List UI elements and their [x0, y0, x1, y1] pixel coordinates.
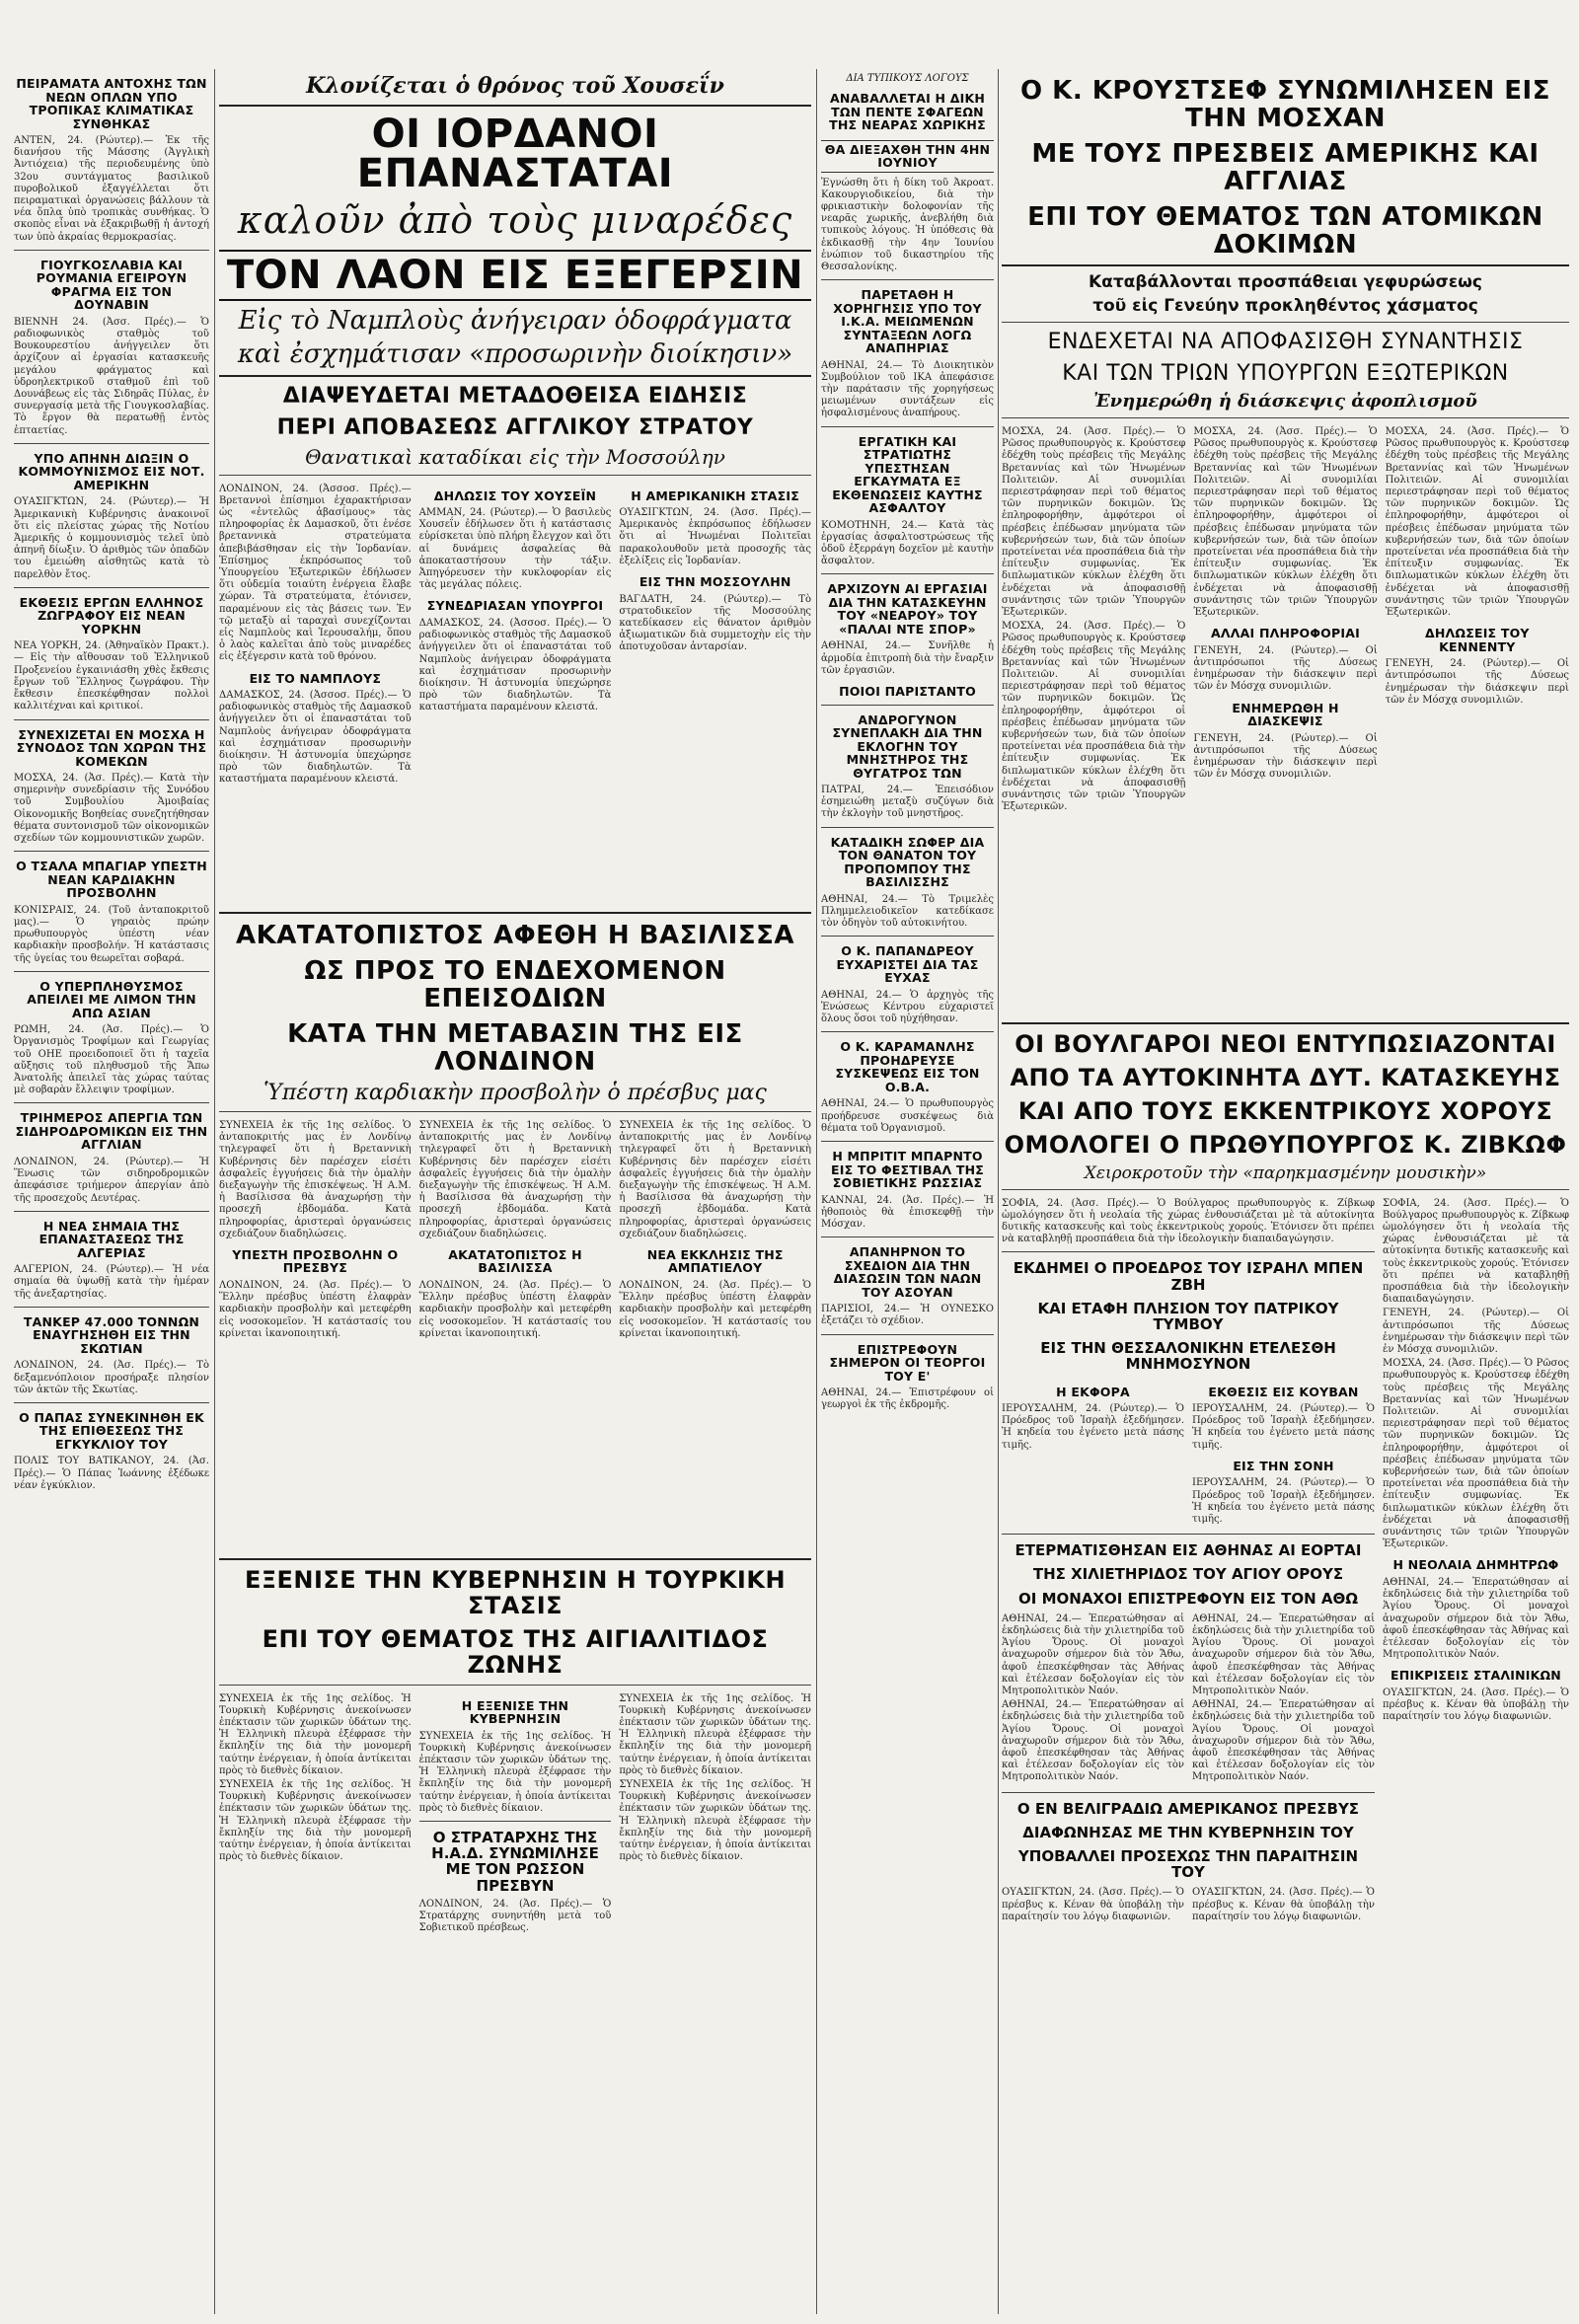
subhead: ΘΑ ΔΙΕΞΑΧΘΗ ΤΗΝ 4ΗΝ ΙΟΥΝΙΟΥ	[821, 140, 994, 173]
article-text: ΑΘΗΝΑΙ, 24.— Ἐπερατώθησαν αἱ ἐκδηλώσεις διὰ τὴν χιλιετηρίδα τοῦ Ἁγίου Ὄρους. Οἱ μοναχοὶ ἀναχωροῦν σήμερον διὰ τὸν Ἄθω, ἀφοῦ ἐπεσκέφθησαν τὰς Ἀθήνας καὶ ἐτέλεσαν δοξολογίαν εἰς τὸν Μητροπολιτικὸν Ναόν.	[1383, 1576, 1569, 1661]
divider	[14, 1211, 209, 1212]
article-text: ΑΘΗΝΑΙ, 24.— Ἐπερατώθησαν αἱ ἐκδηλώσεις διὰ τὴν χιλιετηρίδα τοῦ Ἁγίου Ὄρους. Οἱ μοναχοὶ ἀναχωροῦν σήμερον διὰ τὸν Ἄθω, ἀφοῦ ἐπεσκέφθησαν τὰς Ἀθήνας καὶ ἐτέλεσαν δοξολογίαν εἰς τὸν Μητροπολιτικὸν Ναόν.	[1002, 1699, 1184, 1783]
column-2	[219, 69, 811, 2314]
article-text: ΓΕΝΕΥΗ, 24. (Ρώυτερ).— Οἱ ἀντιπρόσωποι τῆς Δύσεως ἐνημέρωσαν τὴν διάσκεψιν περὶ τῶν ἐν Μόσχᾳ συνομιλιῶν.	[1193, 644, 1378, 693]
headline: ΑΝΑΒΑΛΛΕΤΑΙ Η ΔΙΚΗ ΤΩΝ ΠΕΝΤΕ ΣΦΑΓΕΩΝ ΤΗΣ ΝΕΑΡΑΣ ΧΩΡΙΚΗΣ	[829, 91, 986, 132]
article-text: ΣΟΦΙΑ, 24. (Ἀσσ. Πρές).— Ὁ Βούλγαρος πρωθυπουργὸς κ. Ζίβκωφ ὡμολόγησεν ὅτι ἡ νεολαία τῆς χώρας ἐνθουσιάζεται μὲ τὰ αὐτοκίνητα δυτικῆς κατασκευῆς καὶ τοὺς ἐκκεντρικοὺς χορούς. Ἐτόνισεν ὅτι πρέπει νὰ καταβληθῇ προσπάθεια διὰ τὴν ἰδεολογικὴν διαπαιδαγώγησιν.	[1002, 1197, 1375, 1245]
headline: Ο Κ. ΠΑΠΑΝΔΡΕΟΥ ΕΥΧΑΡΙΣΤΕΙ ΔΙΑ ΤΑΣ ΕΥΧΑΣ	[836, 943, 979, 986]
headline: ΟΜΟΛΟΓΕΙ Ο ΠΡΩΘΥΠΟΥΡΓΟΣ Κ. ΖΙΒΚΩΦ	[1004, 1130, 1567, 1159]
article-text: ΠΟΛΙΣ ΤΟΥ ΒΑΤΙΚΑΝΟΥ, 24. (Ἀσ. Πρές).— Ὁ Πάπας Ἰωάννης ἐξέδωκε νέαν ἐγκύκλιον.	[14, 1456, 209, 1491]
article-text: ΓΕΝΕΥΗ, 24. (Ρώυτερ).— Οἱ ἀντιπρόσωποι τῆς Δύσεως ἐνημέρωσαν τὴν διάσκεψιν περὶ τῶν ἐν Μόσχᾳ συνομιλιῶν.	[1383, 1308, 1569, 1356]
divider	[1002, 1534, 1375, 1535]
divider	[821, 705, 994, 706]
headline: Ο ΠΑΠΑΣ ΣΥΝΕΚΙΝΗΘΗ ΕΚ ΤΗΣ ΕΠΙΘΕΣΕΩΣ ΤΗΣ ΕΓΚΥΚΛΙΟΥ ΤΟΥ	[19, 1409, 204, 1452]
divider	[821, 573, 994, 574]
article-text: ΜΟΣΧΑ, 24. (Ἀσσ. Πρές).— Ὁ Ρῶσος πρωθυπουργὸς κ. Κρούστσεφ ἐδέχθη τοὺς πρέσβεις τῆς Μεγάλης Βρεταννίας καὶ τῶν Ἡνωμένων Πολιτειῶν. Αἱ συνομιλίαι περιεστράφησαν περὶ τοῦ θέματος τῶν πυρηνικῶν δοκιμῶν. Ὡς ἐπληροφορήθην, ἀμφότεροι οἱ πρέσβεις ἐπέδωσαν μηνύματα τῶν κυβερνήσεών των, διὰ τῶν ὁποίων προτείνεται νέα προσπάθεια διὰ τὴν ἐπίτευξιν συμφωνίας. Ἐκ διπλωματικῶν κύκλων ἐλέχθη ὅτι ἐνδέχεται νὰ ἀποφασισθῇ συνάντησις τῶν τριῶν Ὑπουργῶν Ἐξωτερικῶν.	[1385, 425, 1569, 619]
headline: Ο ΥΠΕΡΠΛΗΘΥΣΜΟΣ ΑΠΕΙΛΕΙ ΜΕ ΛΙΜΟΝ ΤΗΝ ΑΠΩ ΑΣΙΑΝ	[27, 978, 196, 1020]
divider	[14, 587, 209, 588]
headline: Ο Κ. ΚΑΡΑΜΑΝΛΗΣ ΠΡΟΗΔΡΕΥΣΕ ΣΥΣΚΕΨΕΩΣ ΕΙΣ ΤΟΝ Ο.Β.Α.	[835, 1039, 980, 1094]
headline: ΚΑΤΑΔΙΚΗ ΣΩΦΕΡ ΔΙΑ ΤΟΝ ΘΑΝΑΤΟΝ ΤΟΥ ΠΡΟΠΟΜΠΟΥ ΤΗΣ ΒΑΣΙΛΙΣΣΗΣ	[830, 834, 985, 890]
divider	[1002, 264, 1569, 266]
column-rule	[816, 69, 817, 2314]
column-4	[1002, 69, 1569, 2314]
article-text: ΣΥΝΕΧΕΙΑ ἐκ τῆς 1ης σελίδος. Ὁ ἀνταποκριτής μας ἐν Λονδίνῳ τηλεγραφεῖ ὅτι ἡ Βρεταννικὴ Κυβέρνησις δὲν παρέσχεν εἰσέτι ἀσφαλεῖς ἐγγυήσεις διὰ τὴν ὁμαλὴν διεξαγωγὴν τῆς ἐπισκέψεως. Ἡ Α.Μ. ἡ Βασίλισσα θὰ ἀναχωρήσῃ τὴν προσεχῆ ἑβδομάδα. Κατὰ πληροφορίας, ἀριστεραὶ ὀργανώσεις σχεδιάζουν διαδηλώσεις.	[418, 1119, 612, 1239]
divider	[219, 375, 811, 377]
lead-headline-italic: καλοῦν ἀπὸ τοὺς μιναρέδες	[237, 198, 793, 242]
subhead: ΕΠΙΚΡΙΣΕΙΣ ΣΤΑΛΙΝΙΚΩΝ	[1391, 1668, 1561, 1684]
article-text: ΜΟΣΧΑ, 24. (Ἀσ. Πρές).— Κατὰ τὴν σημερινὴν συνεδρίασιν τῆς Συνόδου τοῦ Συμβουλίου Ἀμοιβαίας Οἰκονομικῆς Βοηθείας συνεζητήθησαν θέματα συντονισμοῦ τῶν οἰκονομικῶν σχεδίων τῶν κομμουνιστικῶν χωρῶν.	[14, 773, 209, 845]
subhead: Η ΕΞΕΝΙΣΕ ΤΗΝ ΚΥΒΕΡΝΗΣΙΝ	[461, 1697, 569, 1727]
subhead: ΕΙΣ ΤΗΝ ΣΟΝΗ	[1233, 1458, 1334, 1473]
column-rule	[214, 69, 215, 2314]
lead-headline: ΜΕ ΤΟΥΣ ΠΡΕΣΒΕΙΣ ΑΜΕΡΙΚΗΣ ΚΑΙ ΑΓΓΛΙΑΣ	[1031, 139, 1540, 197]
divider	[219, 912, 811, 914]
article-text: ΑΘΗΝΑΙ, 24.— Τὸ Τριμελὲς Πλημμελειοδικεῖον κατεδίκασε τὸν ὁδηγὸν τοῦ αὐτοκινήτου.	[821, 893, 994, 930]
divider	[14, 1102, 209, 1103]
headline: ΚΑΙ ΕΤΑΦΗ ΠΛΗΣΙΟΝ ΤΟΥ ΠΑΤΡΙΚΟΥ ΤΥΜΒΟΥ	[1037, 1299, 1339, 1333]
article-text: ΔΑΜΑΣΚΟΣ, 24. (Ἀσσοσ. Πρές).— Ὁ ραδιοφωνικὸς σταθμὸς τῆς Δαμασκοῦ ἀνήγγειλεν ὅτι οἱ ἐπαναστάται τοῦ Ναμπλοὺς ἀνήγειραν ὁδοφράγματα καὶ ἐσχημάτισαν προσωρινὴν διοίκησιν. Ἡ ἀστυνομία ὑπεχώρησε πρὸ τῶν διαδηλωτῶν. Τὰ καταστήματα παραμένουν κλειστά.	[418, 617, 612, 713]
headline: ΤΡΙΗΜΕΡΟΣ ΑΠΕΡΓΙΑ ΤΩΝ ΣΙΔΗΡΟΔΡΟΜΙΚΩΝ ΕΙΣ ΤΗΝ ΑΓΓΛΙΑΝ	[15, 1110, 208, 1153]
divider	[219, 105, 811, 107]
subhead: Η ΑΜΕΡΙΚΑΝΙΚΗ ΣΤΑΣΙΣ	[631, 487, 800, 503]
subhead: Η ΝΕΟΛΑΙΑ ΔΗΜΗΤΡΩΦ	[1392, 1557, 1559, 1573]
subhead: ΝΕΑ ΕΚΚΛΗΣΙΣ ΤΗΣ ΑΜΠΑΤΙΕΛΟΥ	[646, 1246, 784, 1276]
article-text: ΓΕΝΕΥΗ, 24. (Ρώυτερ).— Οἱ ἀντιπρόσωποι τῆς Δύσεως ἐνημέρωσαν τὴν διάσκεψιν περὶ τῶν ἐν Μόσχᾳ συνομιλιῶν.	[1193, 732, 1378, 781]
article-text: ΚΟΜΟΤΗΝΗ, 24.— Κατὰ τὰς ἐργασίας ἀσφαλτοστρώσεως τῆς ὁδοῦ ἐξερράγη δοχεῖον μὲ καυτὴν ἄσφαλτον.	[821, 519, 994, 567]
article-text: ΑΝΤΕΝ, 24. (Ρώυτερ).— Ἐκ τῆς διανήσου τῆς Μάσσης (Ἀγγλικὴ Ἀντιόχεια) τῆς περιοδευμένης ὑπὸ 32ου συντάγματος βασιλικοῦ πυροβολικοῦ ἐξαγγέλλεται ὅτι πειραματικαὶ ὀργανώσεις βάλλουν τὰ νέα ὅπλα ὑπὸ τροπικὰς συνθήκας. Ὁ σκοπὸς εἶναι νὰ ἐξακριβωθῇ ἡ ἀντοχή των ὑπὸ ἀκραίας θερμοκρασίας.	[14, 135, 209, 243]
headline: ΠΕΙΡΑΜΑΤΑ ΑΝΤΟΧΗΣ ΤΩΝ ΝΕΩΝ ΟΠΛΩΝ ΥΠΟ ΤΡΟΠΙΚΑΣ ΚΛΙΜΑΤΙΚΑΣ ΣΥΝΘΗΚΑΣ	[16, 76, 207, 131]
article-text: ΣΥΝΕΧΕΙΑ ἐκ τῆς 1ης σελίδος. Ἡ Τουρκικὴ Κυβέρνησις ἀνεκοίνωσεν ἐπέκτασιν τῶν χωρικῶν ὑδάτων της. Ἡ Ἑλληνικὴ πλευρὰ ἐξέφρασε τὴν ἔκπληξίν της διὰ τὴν μονομερῆ ταύτην ἐνέργειαν, ἡ ὁποία ἀντίκειται πρὸς τὸ διεθνὲς δίκαιον.	[219, 1778, 412, 1863]
article-text: ΛΟΝΔΙΝΟΝ, 24. (Ἀσ. Πρές).— Ὁ Ἕλλην πρέσβυς ὑπέστη ἐλαφρὰν καρδιακὴν προσβολὴν καὶ μετεφέρθη εἰς νοσοκομεῖον. Ἡ κατάστασίς του κρίνεται ἱκανοποιητική.	[219, 1279, 412, 1339]
article-text: ΛΟΝΔΙΝΟΝ, 24. (Ἀσ. Πρές).— Ὁ Ἕλλην πρέσβυς ὑπέστη ἐλαφρὰν καρδιακὴν προσβολὴν καὶ μετεφέρθη εἰς νοσοκομεῖον. Ἡ κατάστασίς του κρίνεται ἱκανοποιητική.	[418, 1279, 612, 1339]
article-text: ΣΥΝΕΧΕΙΑ ἐκ τῆς 1ης σελίδος. Ὁ ἀνταποκριτής μας ἐν Λονδίνῳ τηλεγραφεῖ ὅτι ἡ Βρεταννικὴ Κυβέρνησις δὲν παρέσχεν εἰσέτι ἀσφαλεῖς ἐγγυήσεις διὰ τὴν ὁμαλὴν διεξαγωγὴν τῆς ἐπισκέψεως. Ἡ Α.Μ. ἡ Βασίλισσα θὰ ἀναχωρήσῃ τὴν προσεχῆ ἑβδομάδα. Κατὰ πληροφορίας, ἀριστεραὶ ὀργανώσεις σχεδιάζουν διαδηλώσεις.	[619, 1119, 811, 1239]
headline: Η ΝΕΑ ΣΗΜΑΙΑ ΤΗΣ ΕΠΑΝΑΣΤΑΣΕΩΣ ΤΗΣ ΑΛΓΕΡΙΑΣ	[38, 1218, 185, 1260]
headline: ΓΙΟΥΓΚΟΣΛΑΒΙΑ ΚΑΙ ΡΟΥΜΑΝΙΑ ΕΓΕΙΡΟΥΝ ΦΡΑΓΜΑ ΕΙΣ ΤΟΝ ΔΟΥΝΑΒΙΝ	[36, 257, 188, 313]
article-text: ΜΟΣΧΑ, 24. (Ἀσσ. Πρές).— Ὁ Ρῶσος πρωθυπουργὸς κ. Κρούστσεφ ἐδέχθη τοὺς πρέσβεις τῆς Μεγάλης Βρεταννίας καὶ τῶν Ἡνωμένων Πολιτειῶν. Αἱ συνομιλίαι περιεστράφησαν περὶ τοῦ θέματος τῶν πυρηνικῶν δοκιμῶν. Ὡς ἐπληροφορήθην, ἀμφότεροι οἱ πρέσβεις ἐπέδωσαν μηνύματα τῶν κυβερνήσεών των, διὰ τῶν ὁποίων προτείνεται νέα προσπάθεια διὰ τὴν ἐπίτευξιν συμφωνίας. Ἐκ διπλωματικῶν κύκλων ἐλέχθη ὅτι ἐνδέχεται νὰ ἀποφασισθῇ συνάντησις τῶν τριῶν Ὑπουργῶν Ἐξωτερικῶν.	[1002, 425, 1186, 619]
article-text: ΜΟΣΧΑ, 24. (Ἀσσ. Πρές).— Ὁ Ρῶσος πρωθυπουργὸς κ. Κρούστσεφ ἐδέχθη τοὺς πρέσβεις τῆς Μεγάλης Βρεταννίας καὶ τῶν Ἡνωμένων Πολιτειῶν. Αἱ συνομιλίαι περιεστράφησαν περὶ τοῦ θέματος τῶν πυρηνικῶν δοκιμῶν. Ὡς ἐπληροφορήθην, ἀμφότεροι οἱ πρέσβεις ἐπέδωσαν μηνύματα τῶν κυβερνήσεών των, διὰ τῶν ὁποίων προτείνεται νέα προσπάθεια διὰ τὴν ἐπίτευξιν συμφωνίας. Ἐκ διπλωματικῶν κύκλων ἐλέχθη ὅτι ἐνδέχεται νὰ ἀποφασισθῇ συνάντησις τῶν τριῶν Ὑπουργῶν Ἐξωτερικῶν.	[1002, 621, 1186, 813]
headline: ΥΠΟΒΑΛΛΕΙ ΠΡΟΣΕΧΩΣ ΤΗΝ ΠΑΡΑΙΤΗΣΙΝ ΤΟΥ	[1017, 1846, 1359, 1882]
headline: ΕΞΕΝΙΣΕ ΤΗΝ ΚΥΒΕΡΝΗΣΙΝ Η ΤΟΥΡΚΙΚΗ ΣΤΑΣΙΣ	[244, 1565, 787, 1619]
article-text: ΟΥΑΣΙΓΚΤΩΝ, 24. (Ἀσσ. Πρές).— Ὁ πρέσβυς κ. Κέναν θὰ ὑποβάλῃ τὴν παραίτησίν του λόγῳ διαφωνιῶν.	[1192, 1887, 1375, 1922]
headline: ΕΚΔΗΜΕΙ Ο ΠΡΟΕΔΡΟΣ ΤΟΥ ΙΣΡΑΗΛ ΜΠΕΝ ΖΒΗ	[1013, 1259, 1364, 1294]
headline: Ο ΕΝ ΒΕΛΙΓΡΑΔΙΩ ΑΜΕΡΙΚΑΝΟΣ ΠΡΕΣΒΥΣ	[1016, 1799, 1360, 1818]
subhead: ΕΙΣ ΤΟ ΝΑΜΠΛΟΥΣ	[249, 670, 382, 686]
headline: ΑΡΧΙΖΟΥΝ ΑΙ ΕΡΓΑΣΙΑΙ ΔΙΑ ΤΗΝ ΚΑΤΑΣΚΕΥΗΝ ΤΟΥ «ΝΕΑΡΟΥ» ΤΟΥ «ΠΑΛΑΙ ΝΤΕ ΣΠΟΡ»	[827, 581, 988, 637]
deck: Ὑπέστη καρδιακὴν προσβολὴν ὁ πρέσβυς μας	[263, 1080, 767, 1105]
divider	[1002, 417, 1569, 418]
subhead: ΔΗΛΩΣΕΙΣ ΤΟΥ ΚΕΝΝΕΝΤΥ	[1424, 626, 1530, 654]
headline: ΠΕΡΙ ΑΠΟΒΑΣΕΩΣ ΑΓΓΛΙΚΟΥ ΣΤΡΑΤΟΥ	[276, 414, 754, 440]
headline: ΔΙΑΦΩΝΗΣΑΣ ΜΕ ΤΗΝ ΚΥΒΕΡΝΗΣΙΝ ΤΟΥ	[1022, 1823, 1354, 1841]
headline: Η ΜΠΡΙΤΙΤ ΜΠΑΡΝΤΟ ΕΙΣ ΤΟ ΦΕΣΤΙΒΑΛ ΤΗΣ ΣΟΒΙΕΤΙΚΗΣ ΡΩΣΣΙΑΣ	[830, 1149, 985, 1190]
headline: ΤΗΣ ΧΙΛΙΕΤΗΡΙΔΟΣ ΤΟΥ ΑΓΙΟΥ ΟΡΟΥΣ	[1032, 1565, 1344, 1584]
headline: Ο ΤΣΑΛΑ ΜΠΑΓΙΑΡ ΥΠΕΣΤΗ ΝΕΑΝ ΚΑΡΔΙΑΚΗΝ ΠΡΟΣΒΟΛΗΝ	[16, 859, 207, 901]
headline: ΑΝΔΡΟΓΥΝΟΝ ΣΥΝΕΠΛΑΚΗ ΔΙΑ ΤΗΝ ΕΚΛΟΓΗΝ ΤΟΥ ΜΝΗΣΤΗΡΟΣ ΤΗΣ ΘΥΓΑΤΡΟΣ ΤΩΝ	[832, 712, 983, 781]
headline: ΣΥΝΕΧΙΖΕΤΑΙ ΕΝ ΜΟΣΧΑ Η ΣΥΝΟΔΟΣ ΤΩΝ ΧΩΡΩΝ ΤΗΣ ΚΟΜΕΚΩΝ	[16, 726, 207, 769]
subhead: ΕΝΗΜΕΡΩΘΗ Η ΔΙΑΣΚΕΨΙΣ	[1232, 700, 1339, 729]
article-text: ΛΟΝΔΙΝΟΝ, 24. (Ἀσ. Πρές).— Ὁ Στρατάρχης συνηντήθη μετὰ τοῦ Σοβιετικοῦ πρέσβεως.	[418, 1898, 612, 1934]
kicker: Κλονίζεται ὁ θρόνος τοῦ Χουσεΐν	[306, 73, 724, 99]
column-3	[821, 69, 994, 2314]
divider	[821, 1141, 994, 1142]
headline: ΕΤΕΡΜΑΤΙΣΘΗΣΑΝ ΕΙΣ ΑΘΗΝΑΣ ΑΙ ΕΟΡΤΑΙ	[1015, 1541, 1362, 1560]
article-text: ΙΕΡΟΥΣΑΛΗΜ, 24. (Ρώυτερ).— Ὁ Πρόεδρος τοῦ Ἰσραὴλ ἐξεδήμησεν. Ἡ κηδεία του ἐγένετο μετὰ πάσης τιμῆς.	[1192, 1477, 1375, 1525]
deck: τοῦ εἰς Γενεύην προκληθέντος χάσματος	[1092, 296, 1478, 317]
subhead: ΑΚΑΤΑΤΟΠΙΣΤΟΣ Η ΒΑΣΙΛΙΣΣΑ	[448, 1246, 582, 1276]
subhead: ΕΚΘΕΣΙΣ ΕΙΣ ΚΟΥΒΑΝ	[1208, 1384, 1359, 1399]
headline: ΟΙ ΒΟΥΛΓΑΡΟΙ ΝΕΟΙ ΕΝΤΥΠΩΣΙΑΖΟΝΤΑΙ	[1015, 1029, 1556, 1058]
subhead: Η ΕΚΦΟΡΑ	[1056, 1384, 1130, 1399]
divider	[219, 1558, 811, 1560]
article-text: ΙΕΡΟΥΣΑΛΗΜ, 24. (Ρώυτερ).— Ὁ Πρόεδρος τοῦ Ἰσραὴλ ἐξεδήμησεν. Ἡ κηδεία του ἐγένετο μετὰ πάσης τιμῆς.	[1002, 1403, 1184, 1451]
lead-headline: Ο Κ. ΚΡΟΥΣΤΣΕΦ ΣΥΝΩΜΙΛΗΣΕΝ ΕΙΣ ΤΗΝ ΜΟΣΧΑΝ	[1020, 76, 1550, 134]
article-text: ΓΕΝΕΥΗ, 24. (Ρώυτερ).— Οἱ ἀντιπρόσωποι τῆς Δύσεως ἐνημέρωσαν τὴν διάσκεψιν περὶ τῶν ἐν Μόσχᾳ συνομιλιῶν.	[1385, 658, 1569, 706]
divider	[821, 426, 994, 427]
divider	[821, 279, 994, 280]
article-text: ΑΘΗΝΑΙ, 24.— Ἐπερατώθησαν αἱ ἐκδηλώσεις διὰ τὴν χιλιετηρίδα τοῦ Ἁγίου Ὄρους. Οἱ μοναχοὶ ἀναχωροῦν σήμερον διὰ τὸν Ἄθω, ἀφοῦ ἐπεσκέφθησαν τὰς Ἀθήνας καὶ ἐτέλεσαν δοξολογίαν εἰς τὸν Μητροπολιτικὸν Ναόν.	[1192, 1612, 1375, 1696]
headline: ΑΚΑΤΑΤΟΠΙΣΤΟΣ ΑΦΕΘΗ Η ΒΑΣΙΛΙΣΣΑ	[236, 920, 794, 950]
divider	[1002, 322, 1569, 323]
article-text: ΑΘΗΝΑΙ, 24.— Ἐπερατώθησαν αἱ ἐκδηλώσεις διὰ τὴν χιλιετηρίδα τοῦ Ἁγίου Ὄρους. Οἱ μοναχοὶ ἀναχωροῦν σήμερον διὰ τὸν Ἄθω, ἀφοῦ ἐπεσκέφθησαν τὰς Ἀθήνας καὶ ἐτέλεσαν δοξολογίαν εἰς τὸν Μητροπολιτικὸν Ναόν.	[1192, 1699, 1375, 1783]
headline: ΕΡΓΑΤΙΚΗ ΚΑΙ ΣΤΡΑΤΙΩΤΗΣ ΥΠΕΣΤΗΣΑΝ ΕΓΚΑΥΜΑΤΑ ΕΞ ΕΚΘΕΝΩΣΕΙΣ ΚΑΥΤΗΣ ΑΣΦΑΛΤΟΥ	[832, 433, 983, 516]
divider	[14, 443, 209, 444]
column-rule	[998, 69, 999, 2314]
headline: ΤΑΝΚΕΡ 47.000 ΤΟΝΝΩΝ ΕΝΑΥΓΗΣΗΘΗ ΕΙΣ ΤΗΝ ΣΚΩΤΙΑΝ	[23, 1313, 200, 1356]
article-text: ΚΑΝΝΑΙ, 24. (Ἀσ. Πρές).— Ἡ ἠθοποιὸς θὰ ἐπισκεφθῇ τὴν Μόσχαν.	[821, 1194, 994, 1230]
article-text: ΑΘΗΝΑΙ, 24.— Συνῆλθε ἡ ἀρμοδία ἐπιτροπὴ διὰ τὴν ἔναρξιν τῶν ἐργασιῶν.	[821, 640, 994, 676]
lead-headline: ΤΟΝ ΛΑΟΝ ΕΙΣ ΕΞΕΓΕΡΣΙΝ	[219, 250, 811, 301]
article-text: ΣΥΝΕΧΕΙΑ ἐκ τῆς 1ης σελίδος. Ἡ Τουρκικὴ Κυβέρνησις ἀνεκοίνωσεν ἐπέκτασιν τῶν χωρικῶν ὑδάτων της. Ἡ Ἑλληνικὴ πλευρὰ ἐξέφρασε τὴν ἔκπληξίν της διὰ τὴν μονομερῆ ταύτην ἐνέργειαν, ἡ ὁποία ἀντίκειται πρὸς τὸ διεθνὲς δίκαιον.	[619, 1692, 811, 1776]
headline: ΚΑΤΑ ΤΗΝ ΜΕΤΑΒΑΣΙΝ ΤΗΣ ΕΙΣ ΛΟΝΔΙΝΟΝ	[287, 1018, 743, 1077]
kicker: ΔΙΑ ΤΥΠΙΚΟΥΣ ΛΟΓΟΥΣ	[846, 73, 969, 84]
divider	[14, 1402, 209, 1403]
headline: ΟΙ ΜΟΝΑΧΟΙ ΕΠΙΣΤΡΕΦΟΥΝ ΕΙΣ ΤΟΝ ΑΘΩ	[1018, 1589, 1358, 1608]
article-text: ΑΘΗΝΑΙ, 24.— Ἐπιστρέφουν οἱ γεωργοὶ ἐκ τῆς ἐκδρομῆς.	[821, 1387, 994, 1411]
article-text: ΝΕΑ ΥΟΡΚΗ, 24. (Ἀθηναϊκὸν Πρακτ.).— Εἰς τὴν αἴθουσαν τοῦ Ἑλληνικοῦ Προξενείου ἐγκαινιάσθη χθὲς ἔκθεσις ἔργων τοῦ Ἕλληνος ζωγράφου. Τὴν ἔκθεσιν ἐπεσκέφθησαν πολλοὶ καλλιτέχναι καὶ κριτικοί.	[14, 640, 209, 712]
divider	[821, 827, 994, 828]
article-text: ΣΥΝΕΧΕΙΑ ἐκ τῆς 1ης σελίδος. Ἡ Τουρκικὴ Κυβέρνησις ἀνεκοίνωσεν ἐπέκτασιν τῶν χωρικῶν ὑδάτων της. Ἡ Ἑλληνικὴ πλευρὰ ἐξέφρασε τὴν ἔκπληξίν της διὰ τὴν μονομερῆ ταύτην ἐνέργειαν, ἡ ὁποία ἀντίκειται πρὸς τὸ διεθνὲς δίκαιον.	[418, 1730, 612, 1814]
article-text: ΣΟΦΙΑ, 24. (Ἀσσ. Πρές).— Ὁ Βούλγαρος πρωθυπουργὸς κ. Ζίβκωφ ὡμολόγησεν ὅτι ἡ νεολαία τῆς χώρας ἐνθουσιάζεται μὲ τὰ αὐτοκίνητα δυτικῆς κατασκευῆς καὶ τοὺς ἐκκεντρικοὺς χορούς. Ἐτόνισεν ὅτι πρέπει νὰ καταβληθῇ προσπάθεια διὰ τὴν ἰδεολογικὴν διαπαιδαγώγησιν.	[1383, 1197, 1569, 1306]
deck: Ἐνημερώθη ἡ διάσκεψις ἀφοπλισμοῦ	[1093, 390, 1477, 412]
subhead: ΣΥΝΕΔΡΙΑΣΑΝ ΥΠΟΥΡΓΟΙ	[426, 598, 604, 614]
article-text: ΟΥΑΣΙΓΚΤΩΝ, 24. (Ἀσσ. Πρές).— Ἀμερικανὸς ἐκπρόσωπος ἐδήλωσεν ὅτι αἱ Ἡνωμέναι Πολιτεῖαι παρακολουθοῦν μετὰ προσοχῆς τὰς ἐξελίξεις εἰς Ἰορδανίαν.	[619, 507, 811, 566]
divider	[419, 1821, 612, 1822]
article-text: ΑΛΓΕΡΙΟΝ, 24. (Ρώυτερ).— Ἡ νέα σημαία θὰ ὑψωθῇ κατὰ τὴν ἡμέραν τῆς ἀνεξαρτησίας.	[14, 1264, 209, 1300]
article-text: ΠΑΤΡΑΙ, 24.— Ἐπεισόδιον ἐσημειώθη μεταξὺ συζύγων διὰ τὴν ἐκλογὴν τοῦ μνηστῆρος.	[821, 785, 994, 820]
headline: Ο ΣΤΡΑΤΑΡΧΗΣ ΤΗΣ Η.Α.Δ. ΣΥΝΩΜΙΛΗΣΕ ΜΕ ΤΟΝ ΡΩΣΣΟΝ ΠΡΕΣΒΥΝ	[431, 1828, 599, 1895]
article-text: ΛΟΝΔΙΝΟΝ, 24. (Ἀσ. Πρές).— Τὸ δεξαμενόπλοιον προσήραξε πλησίον τῶν ἀκτῶν τῆς Σκωτίας.	[14, 1360, 209, 1395]
divider	[14, 250, 209, 251]
article-text: ΑΘΗΝΑΙ, 24.— Ὁ ἀρχηγὸς τῆς Ἑνώσεως Κέντρου εὐχαριστεῖ ὅλους ὅσοι τοῦ ηὐχήθησαν.	[821, 989, 994, 1025]
divider	[1002, 1189, 1569, 1190]
divider	[821, 1334, 994, 1335]
article-text: ΒΑΓΔΑΤΗ, 24. (Ρώυτερ).— Τὸ στρατοδικεῖον τῆς Μοσσούλης κατεδίκασεν εἰς θάνατον ἀριθμὸν ἀξιωματικῶν διὰ συμμετοχὴν εἰς τὴν ἀποτυχοῦσαν ἀνταρσίαν.	[619, 593, 811, 653]
article-text: ΛΟΝΔΙΝΟΝ, 24. (Ἀσ. Πρές).— Ὁ Ἕλλην πρέσβυς ὑπέστη ἐλαφρὰν καρδιακὴν προσβολὴν καὶ μετεφέρθη εἰς νοσοκομεῖον. Ἡ κατάστασίς του κρίνεται ἱκανοποιητική.	[619, 1279, 811, 1339]
divider	[14, 1307, 209, 1308]
headline: ΕΝΔΕΧΕΤΑΙ ΝΑ ΑΠΟΦΑΣΙΣΘΗ ΣΥΝΑΝΤΗΣΙΣ	[1047, 330, 1524, 355]
divider	[14, 851, 209, 852]
headline: ΠΑΡΕΤΑΘΗ Η ΧΟΡΗΓΗΣΙΣ ΥΠΟ ΤΟΥ Ι.Κ.Α. ΜΕΙΩΜΕΝΩΝ ΣΥΝΤΑΞΕΩΝ ΛΟΓΩ ΑΝΑΠΗΡΙΑΣ	[833, 287, 982, 356]
divider	[821, 1031, 994, 1032]
headline: ΥΠΟ ΑΠΗΝΗ ΔΙΩΞΙΝ Ο ΚΟΜΜΟΥΝΙΣΜΟΣ ΕΙΣ ΝΟΤ. ΑΜΕΡΙΚΗΝ	[18, 450, 205, 492]
article-text: ΜΟΣΧΑ, 24. (Ἀσσ. Πρές).— Ὁ Ρῶσος πρωθυπουργὸς κ. Κρούστσεφ ἐδέχθη τοὺς πρέσβεις τῆς Μεγάλης Βρεταννίας καὶ τῶν Ἡνωμένων Πολιτειῶν. Αἱ συνομιλίαι περιεστράφησαν περὶ τοῦ θέματος τῶν πυρηνικῶν δοκιμῶν. Ὡς ἐπληροφορήθην, ἀμφότεροι οἱ πρέσβεις ἐπέδωσαν μηνύματα τῶν κυβερνήσεών των, διὰ τῶν ὁποίων προτείνεται νέα προσπάθεια διὰ τὴν ἐπίτευξιν συμφωνίας. Ἐκ διπλωματικῶν κύκλων ἐλέχθη ὅτι ἐνδέχεται νὰ ἀποφασισθῇ συνάντησις τῶν τριῶν Ὑπουργῶν Ἐξωτερικῶν.	[1383, 1358, 1569, 1550]
deck: καὶ ἐσχημάτισαν «προσωρινὴν διοίκησιν»	[237, 339, 793, 369]
article-text: ΑΘΗΝΑΙ, 24.— Ἐπερατώθησαν αἱ ἐκδηλώσεις διὰ τὴν χιλιετηρίδα τοῦ Ἁγίου Ὄρους. Οἱ μοναχοὶ ἀναχωροῦν σήμερον διὰ τὸν Ἄθω, ἀφοῦ ἐπεσκέφθησαν τὰς Ἀθήνας καὶ ἐτέλεσαν δοξολογίαν εἰς τὸν Μητροπολιτικὸν Ναόν.	[1002, 1612, 1184, 1696]
subhead: ΕΙΣ ΤΗΝ ΜΟΣΣΟΥΛΗΝ	[639, 574, 791, 590]
headline: ΕΚΘΕΣΙΣ ΕΡΓΩΝ ΕΛΛΗΝΟΣ ΖΩΓΡΑΦΟΥ ΕΙΣ ΝΕΑΝ ΥΟΡΚΗΝ	[19, 594, 204, 637]
subhead: ΠΟΙΟΙ ΠΑΡΙΣΤΑΝΤΟ	[839, 684, 976, 700]
article-text: ΟΥΑΣΙΓΚΤΩΝ, 24. (Ἀσσ. Πρές).— Ὁ πρέσβυς κ. Κέναν θὰ ὑποβάλῃ τὴν παραίτησίν του λόγῳ διαφωνιῶν.	[1002, 1887, 1184, 1922]
subhead: ΔΗΛΩΣΙΣ ΤΟΥ ΧΟΥΣΕΪΝ	[433, 487, 597, 503]
article-text: ΑΘΗΝΑΙ, 24.— Τὸ Διοικητικὸν Συμβούλιον τοῦ ΙΚΑ ἀπεφάσισε τὴν παράτασιν τῆς χορηγήσεως μειωμένων συντάξεων εἰς ἠσφαλισμένους ἀναπήρους.	[821, 359, 994, 419]
subhead: ΑΛΛΑΙ ΠΛΗΡΟΦΟΡΙΑΙ	[1211, 626, 1360, 641]
article-text: ΟΥΑΣΙΓΚΤΩΝ, 24. (Ρώυτερ).— Ἡ Ἀμερικανικὴ Κυβέρνησις ἀνακοινοῖ ὅτι εἰς πλείστας χώρας τῆς Νοτίου Ἀμερικῆς ὁ κομμουνισμὸς τελεῖ ὑπὸ ἀπηνῆ δίωξιν. Ὁ ἀριθμὸς τῶν ὀπαδῶν του ἐμειώθη αἰσθητῶς κατὰ τὸ παρελθὸν ἔτος.	[14, 496, 209, 580]
divider	[219, 475, 811, 476]
deck: Θανατικαὶ καταδίκαι εἰς τὴν Μοσσούλην	[305, 444, 725, 469]
article-text: ΠΑΡΙΣΙΟΙ, 24.— Ἡ ΟΥΝΕΣΚΟ ἐξετάζει τὸ σχέδιον.	[821, 1304, 994, 1327]
article-text: ΒΙΕΝΝΗ 24. (Ἀσσ. Πρές).— Ὁ ραδιοφωνικὸς σταθμὸς τοῦ Βουκουρεστίου ἀνήγγειλεν ὅτι ἀρχίζουν αἱ ἐργασίαι κατασκευῆς μεγάλου φράγματος καὶ ὑδροηλεκτρικοῦ σταθμοῦ ἐπὶ τοῦ Δουνάβεως εἰς τὰς Σιδηρᾶς Πύλας, ἐν συνεργασίᾳ μετὰ τῆς Γιουγκοσλαβίας. Τὸ ἔργον θὰ περατωθῇ ἐντὸς ἑπταετίας.	[14, 316, 209, 436]
headline: ΚΑΙ ΑΠΟ ΤΟΥΣ ΕΚΚΕΝΤΡΙΚΟΥΣ ΧΟΡΟΥΣ	[1017, 1096, 1553, 1125]
article-text: ΙΕΡΟΥΣΑΛΗΜ, 24. (Ρώυτερ).— Ὁ Πρόεδρος τοῦ Ἰσραὴλ ἐξεδήμησεν. Ἡ κηδεία του ἐγένετο μετὰ πάσης τιμῆς.	[1192, 1403, 1375, 1451]
headline: ΑΠΑΝΗΡΝΟΝ ΤΟ ΣΧΕΔΙΟΝ ΔΙΑ ΤΗΝ ΔΙΑΣΩΣΙΝ ΤΩΝ ΝΑΩΝ ΤΟΥ ΑΣΟΥΑΝ	[833, 1244, 982, 1300]
divider	[219, 1685, 811, 1686]
article-text: ΟΥΑΣΙΓΚΤΩΝ, 24. (Ἀσσ. Πρές).— Ὁ πρέσβυς κ. Κέναν θὰ ὑποβάλῃ τὴν παραίτησίν του λόγῳ διαφωνιῶν.	[1383, 1687, 1569, 1723]
article-text: ΑΜΜΑΝ, 24. (Ρώυτερ).— Ὁ βασιλεὺς Χουσεΐν ἐδήλωσεν ὅτι ἡ κατάστασις εὑρίσκεται ὑπὸ πλήρη ἔλεγχον καὶ ὅτι αἱ δυνάμεις ἀσφαλείας θὰ ἀποκαταστήσουν τὴν τάξιν. Ἀπηγόρευσεν τὴν κυκλοφορίαν εἰς τὰς μεγάλας πόλεις.	[418, 507, 612, 591]
article-text: ΚΟΝΙΣΡΑΙΣ, 24. (Τοῦ ἀνταποκριτοῦ μας).— Ὁ γηραιὸς πρώην πρωθυπουργὸς ὑπέστη νέαν καρδιακὴν προσβολήν. Ἡ κατάστασις τῆς ὑγείας του θεωρεῖται σοβαρά.	[14, 904, 209, 964]
deck: Χειροκροτοῦν τὴν «παρηκμασμένην μουσικὴν»	[1084, 1162, 1487, 1183]
divider	[14, 971, 209, 972]
divider	[1002, 1022, 1569, 1024]
headline: ΕΠΙ ΤΟΥ ΘΕΜΑΤΟΣ ΤΗΣ ΑΙΓΙΑΛΙΤΙΔΟΣ ΖΩΝΗΣ	[262, 1624, 769, 1679]
divider	[1002, 1792, 1375, 1793]
article-text: ΣΥΝΕΧΕΙΑ ἐκ τῆς 1ης σελίδος. Ἡ Τουρκικὴ Κυβέρνησις ἀνεκοίνωσεν ἐπέκτασιν τῶν χωρικῶν ὑδάτων της. Ἡ Ἑλληνικὴ πλευρὰ ἐξέφρασε τὴν ἔκπληξίν της διὰ τὴν μονομερῆ ταύτην ἐνέργειαν, ἡ ὁποία ἀντίκειται πρὸς τὸ διεθνὲς δίκαιον.	[219, 1692, 412, 1776]
lead-headline: ΕΠΙ ΤΟΥ ΘΕΜΑΤΟΣ ΤΩΝ ΑΤΟΜΙΚΩΝ ΔΟΚΙΜΩΝ	[1027, 202, 1543, 261]
article-text: ΑΘΗΝΑΙ, 24.— Ὁ πρωθυπουργὸς προήδρευσε συσκέψεως διὰ θέματα τοῦ Ὀργανισμοῦ.	[821, 1098, 994, 1134]
divider	[219, 1111, 811, 1112]
article-text: ΣΥΝΕΧΕΙΑ ἐκ τῆς 1ης σελίδος. Ἡ Τουρκικὴ Κυβέρνησις ἀνεκοίνωσεν ἐπέκτασιν τῶν χωρικῶν ὑδάτων της. Ἡ Ἑλληνικὴ πλευρὰ ἐξέφρασε τὴν ἔκπληξίν της διὰ τὴν μονομερῆ ταύτην ἐνέργειαν, ἡ ὁποία ἀντίκειται πρὸς τὸ διεθνὲς δίκαιον.	[619, 1778, 811, 1863]
deck: Εἰς τὸ Ναμπλοὺς ἀνήγειραν ὁδοφράγματα	[238, 306, 792, 336]
headline: ΕΠΙΣΤΡΕΦΟΥΝ ΣΗΜΕΡΟΝ ΟΙ ΤΕΟΡΓΟΙ ΤΟΥ Ε'	[829, 1341, 986, 1384]
column-1	[14, 69, 209, 2314]
article-text: ΣΥΝΕΧΕΙΑ ἐκ τῆς 1ης σελίδος. Ὁ ἀνταποκριτής μας ἐν Λονδίνῳ τηλεγραφεῖ ὅτι ἡ Βρεταννικὴ Κυβέρνησις δὲν παρέσχεν εἰσέτι ἀσφαλεῖς ἐγγυήσεις διὰ τὴν ὁμαλὴν διεξαγωγὴν τῆς ἐπισκέψεως. Ἡ Α.Μ. ἡ Βασίλισσα θὰ ἀναχωρήσῃ τὴν προσεχῆ ἑβδομάδα. Κατὰ πληροφορίας, ἀριστεραὶ ὀργανώσεις σχεδιάζουν διαδηλώσεις.	[219, 1119, 412, 1239]
headline: ΔΙΑΨΕΥΔΕΤΑΙ ΜΕΤΑΔΟΘΕΙΣΑ ΕΙΔΗΣΙΣ	[282, 384, 748, 409]
divider	[821, 936, 994, 937]
deck: Καταβάλλονται προσπάθειαι γεφυρώσεως	[1088, 272, 1483, 293]
headline: ΚΑΙ ΤΩΝ ΤΡΙΩΝ ΥΠΟΥΡΓΩΝ ΕΞΩΤΕΡΙΚΩΝ	[1062, 361, 1509, 387]
article-text: ΔΑΜΑΣΚΟΣ, 24. (Ἀσσοσ. Πρές).— Ὁ ραδιοφωνικὸς σταθμὸς τῆς Δαμασκοῦ ἀνήγγειλεν ὅτι οἱ ἐπαναστάται τοῦ Ναμπλοὺς ἀνήγειραν ὁδοφράγματα καὶ ἐσχημάτισαν προσωρινὴν διοίκησιν. Ἡ ἀστυνομία ὑπεχώρησε πρὸ τῶν διαδηλωτῶν. Τὰ καταστήματα παραμένουν κλειστά.	[219, 690, 412, 786]
subhead: ΥΠΕΣΤΗ ΠΡΟΣΒΟΛΗΝ Ο ΠΡΕΣΒΥΣ	[232, 1246, 399, 1276]
lead-headline: ΟΙ ΙΟΡΔΑΝΟΙ ΕΠΑΝΑΣΤΑΤΑΙ	[356, 112, 674, 196]
article-text: ΛΟΝΔΙΝΟΝ, 24. (Ἀσσοσ. Πρές).— Βρεταννοὶ ἐπίσημοι ἐχαρακτήρισαν ὡς «ἐντελῶς ἀβασίμους» τὰς πληροφορίας ἐκ Δαμασκοῦ, ὅτι ἐνέσε βρεταννικὰ στρατεύματα ἀπεβιβάσθησαν εἰς τὴν Ἰορδανίαν. Ἐπίσημος ἐκπρόσωπος τοῦ Ὑπουργείου Ἐξωτερικῶν ἐδήλωσεν ὅτι οὐδεμία τοιαύτη ἐνέργεια ἔλαβε χώραν. Τὰ στρατεύματα, ἐτόνισεν, παραμένουν εἰς τὰς βάσεις των. Ἐν τῷ μεταξὺ αἱ ταραχαὶ συνεχίζονται εἰς Ναμπλοὺς καὶ Ἰερουσαλήμ, ὅπου ὁ λαὸς καλεῖται ἀπὸ τοὺς μιναρέδες εἰς ἐξέγερσιν κατὰ τοῦ θρόνου.	[219, 483, 412, 663]
article-text: ΡΩΜΗ, 24. (Ἀσ. Πρές).— Ὁ Ὀργανισμὸς Τροφίμων καὶ Γεωργίας τοῦ ΟΗΕ προειδοποιεῖ ὅτι ἡ ταχεῖα αὔξησις τοῦ πληθυσμοῦ τῆς Ἄπω Ἀνατολῆς ἀπειλεῖ τὰς χώρας ταύτας μὲ σοβαρὰν ἔλλειψιν τροφίμων.	[14, 1024, 209, 1096]
headline: ΕΙΣ ΤΗΝ ΘΕΣΣΑΛΟΝΙΚΗΝ ΕΤΕΛΕΣΘΗ ΜΝΗΜΟΣΥΝΟΝ	[1040, 1339, 1336, 1374]
divider	[1002, 1251, 1375, 1252]
headline: ΩΣ ΠΡΟΣ ΤΟ ΕΝΔΕΧΟΜΕΝΟΝ ΕΠΕΙΣΟΔΙΩΝ	[304, 955, 726, 1013]
article-text: Ἐγνώσθη ὅτι ἡ δίκη τοῦ Ἀκροατ. Κακουργιοδικείου, διὰ τὴν φρικιαστικὴν δολοφονίαν τῆς νεαρᾶς χωρικῆς, ἀνεβλήθη διὰ τυπικοὺς λόγους. Ἡ ὑπόθεσις θὰ ἐκδικασθῇ τὴν 4ην Ἰουνίου ἐνώπιον τοῦ δικαστηρίου τῆς Θεσσαλονίκης.	[821, 177, 994, 272]
article-text: ΛΟΝΔΙΝΟΝ, 24. (Ρώυτερ).— Ἡ Ἕνωσις τῶν σιδηροδρομικῶν ἀπεφάσισε τριήμερον ἀπεργίαν ἀπὸ τῆς προσεχοῦς Δευτέρας.	[14, 1156, 209, 1204]
headline: ΑΠΟ ΤΑ ΑΥΤΟΚΙΝΗΤΑ ΔΥΤ. ΚΑΤΑΣΚΕΥΗΣ	[1010, 1063, 1561, 1091]
article-text: ΜΟΣΧΑ, 24. (Ἀσσ. Πρές).— Ὁ Ρῶσος πρωθυπουργὸς κ. Κρούστσεφ ἐδέχθη τοὺς πρέσβεις τῆς Μεγάλης Βρεταννίας καὶ τῶν Ἡνωμένων Πολιτειῶν. Αἱ συνομιλίαι περιεστράφησαν περὶ τοῦ θέματος τῶν πυρηνικῶν δοκιμῶν. Ὡς ἐπληροφορήθην, ἀμφότεροι οἱ πρέσβεις ἐπέδωσαν μηνύματα τῶν κυβερνήσεών των, διὰ τῶν ὁποίων προτείνεται νέα προσπάθεια διὰ τὴν ἐπίτευξιν συμφωνίας. Ἐκ διπλωματικῶν κύκλων ἐλέχθη ὅτι ἐνδέχεται νὰ ἀποφασισθῇ συνάντησις τῶν τριῶν Ὑπουργῶν Ἐξωτερικῶν.	[1193, 425, 1378, 619]
divider	[14, 719, 209, 720]
